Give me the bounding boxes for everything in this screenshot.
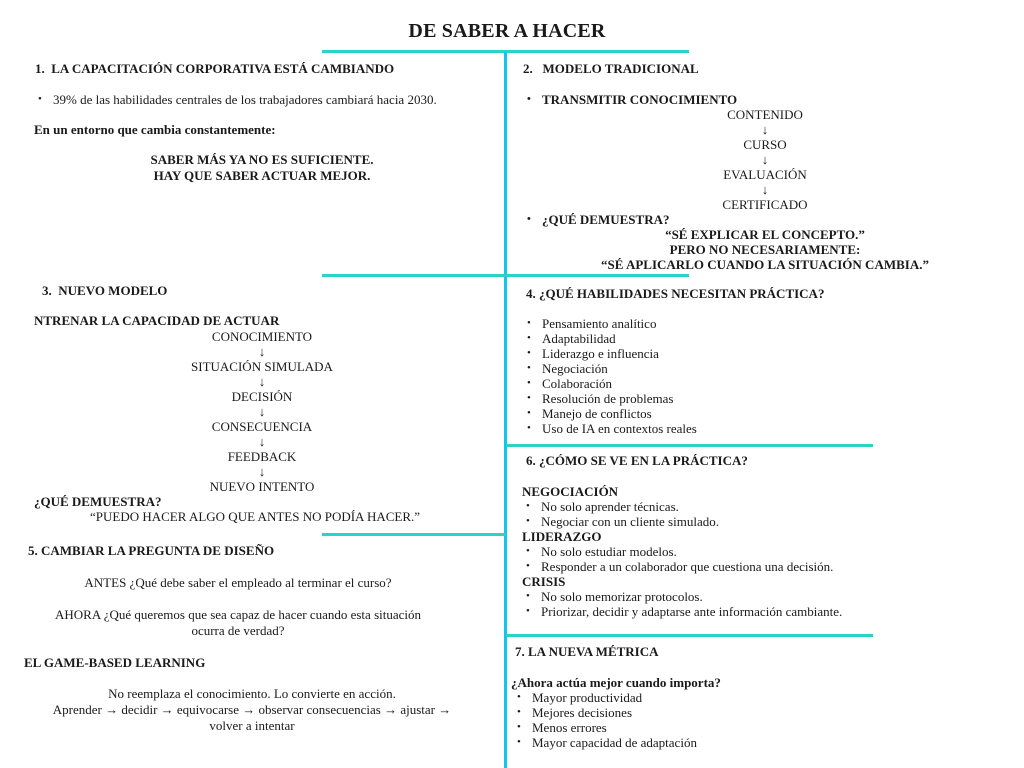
list-item: • TRANSMITIR CONOCIMIENTO [523,92,737,107]
down-arrow-icon: ↓ [761,152,769,167]
list-item: • Manejo de conflictos [523,406,697,421]
section-2-number: 2. [523,61,533,76]
down-arrow-icon: ↓ [258,404,266,419]
section-3-subheading: NTRENAR LA CAPACIDAD DE ACTUAR [34,313,280,328]
divider-s4-s6 [506,444,873,447]
section-1-callout [62,152,462,184]
list-item: • ¿QUÉ DEMUESTRA? [523,212,670,227]
section-2-heading [523,61,699,77]
section-7-heading: 7. LA NUEVA MÉTRICA [515,644,659,659]
list-item: • Mejores decisiones [513,705,697,720]
section-1-context: En un entorno que cambia constantemente: [34,122,276,137]
flow-step: FEEDBACK [227,449,297,464]
list-item: • Uso de IA en contextos reales [523,421,697,436]
gbl-line: Aprender → decidir → equivocarse → observar consecuencias → ajustar → [52,702,452,717]
list-item: • No solo estudiar modelos. [522,544,842,559]
page-title: DE SABER A HACER [408,20,606,42]
now-line: ocurra de verdad? [191,623,285,638]
flow-step: CONOCIMIENTO [211,329,313,344]
section-1-title: LA CAPACITACIÓN CORPORATIVA ESTÁ CAMBIANDO [51,61,395,76]
quote-line: PERO NO NECESARIAMENTE: [669,242,861,257]
group-label-negociacion: NEGOCIACIÓN [522,484,619,499]
flow-step: NUEVO INTENTO [209,479,315,494]
section-3-heading: 3. NUEVO MODELO [42,283,168,298]
divider-s3-s5 [322,533,506,536]
practice-groups [522,484,842,619]
list-item: • Adaptabilidad [523,331,697,346]
metric-list [513,690,697,750]
skills-list [523,316,697,436]
section-3-question: ¿QUÉ DEMUESTRA? [34,494,162,509]
flow-step: CONSECUENCIA [211,419,313,434]
quote-line: “SÉ APLICARLO CUANDO LA SITUACIÓN CAMBIA.” [601,257,929,272]
group-label-liderazgo: LIDERAZGO [522,529,602,544]
list-item: • Mayor capacidad de adaptación [513,735,697,750]
flow-step: CERTIFICADO [722,197,808,212]
section-3-quote: “PUEDO HACER ALGO QUE ANTES NO PODÍA HACER.” [90,509,421,524]
section-2-bullet-2 [523,212,670,227]
group-label-crisis: CRISIS [522,574,566,589]
gbl-line: No reemplaza el conocimiento. Lo convierte en acción. [108,686,396,701]
flow-step: SITUACIÓN SIMULADA [191,359,333,374]
callout-line: SABER MÁS YA NO ES SUFICIENTE. [150,152,374,167]
section-1-list [34,92,437,107]
list-item: • Responder a un colaborador que cuestiona una decisión. [522,559,842,574]
list-item: • Resolución de problemas [523,391,697,406]
gbl-body [22,686,482,734]
list-item: • No solo memorizar protocolos. [522,589,842,604]
section-6-heading: 6. ¿CÓMO SE VE EN LA PRÁCTICA? [526,453,748,468]
list-item: • Mayor productividad [513,690,697,705]
traditional-flow [665,107,865,212]
section-2-bullet-1 [523,92,737,107]
flow-step: CONTENIDO [727,107,803,122]
group-list [522,544,842,574]
down-arrow-icon: ↓ [761,182,769,197]
now-line: AHORA ¿Qué queremos que sea capaz de hacer cuando esta situación [54,607,422,622]
list-item: • Negociar con un cliente simulado. [522,514,842,529]
divider-s6-s7 [506,634,873,637]
flow-step: EVALUACIÓN [723,167,807,182]
group-list [522,499,842,529]
section-2-quote [560,227,970,272]
list-item: • Menos errores [513,720,697,735]
list-item: • Pensamiento analítico [523,316,697,331]
list-item: • Liderazgo e influencia [523,346,697,361]
list-item: • Negociación [523,361,697,376]
divider-s1-s3 [322,274,506,277]
list-item: • No solo aprender técnicas. [522,499,842,514]
list-item: • Colaboración [523,376,697,391]
section-4-heading: 4. ¿QUÉ HABILIDADES NECESITAN PRÁCTICA? [526,286,825,301]
flow-step: DECISIÓN [231,389,293,404]
gbl-heading: EL GAME-BASED LEARNING [24,655,206,670]
callout-line: HAY QUE SABER ACTUAR MEJOR. [153,168,371,183]
new-model-flow [162,329,362,494]
down-arrow-icon: ↓ [258,344,266,359]
section-1-number: 1. [35,61,45,76]
design-question-now [28,607,448,639]
list-item: • 39% de las habilidades centrales de los trabajadores cambiará hacia 2030. [34,92,437,107]
section-1-heading [35,61,394,77]
gbl-line: volver a intentar [209,718,295,733]
down-arrow-icon: ↓ [258,464,266,479]
down-arrow-icon: ↓ [258,374,266,389]
divider-s2-s4 [506,274,689,277]
vertical-divider [504,52,507,768]
list-item: • Priorizar, decidir y adaptarse ante información cambiante. [522,604,842,619]
section-7-question: ¿Ahora actúa mejor cuando importa? [511,675,721,690]
down-arrow-icon: ↓ [258,434,266,449]
section-5-heading: 5. CAMBIAR LA PREGUNTA DE DISEÑO [28,543,275,558]
group-list [522,589,842,619]
section-2-title: MODELO TRADICIONAL [542,61,699,76]
quote-line: “SÉ EXPLICAR EL CONCEPTO.” [665,227,865,242]
flow-step: CURSO [743,137,787,152]
down-arrow-icon: ↓ [761,122,769,137]
design-question-before: ANTES ¿Qué debe saber el empleado al terminar el curso? [84,575,392,590]
